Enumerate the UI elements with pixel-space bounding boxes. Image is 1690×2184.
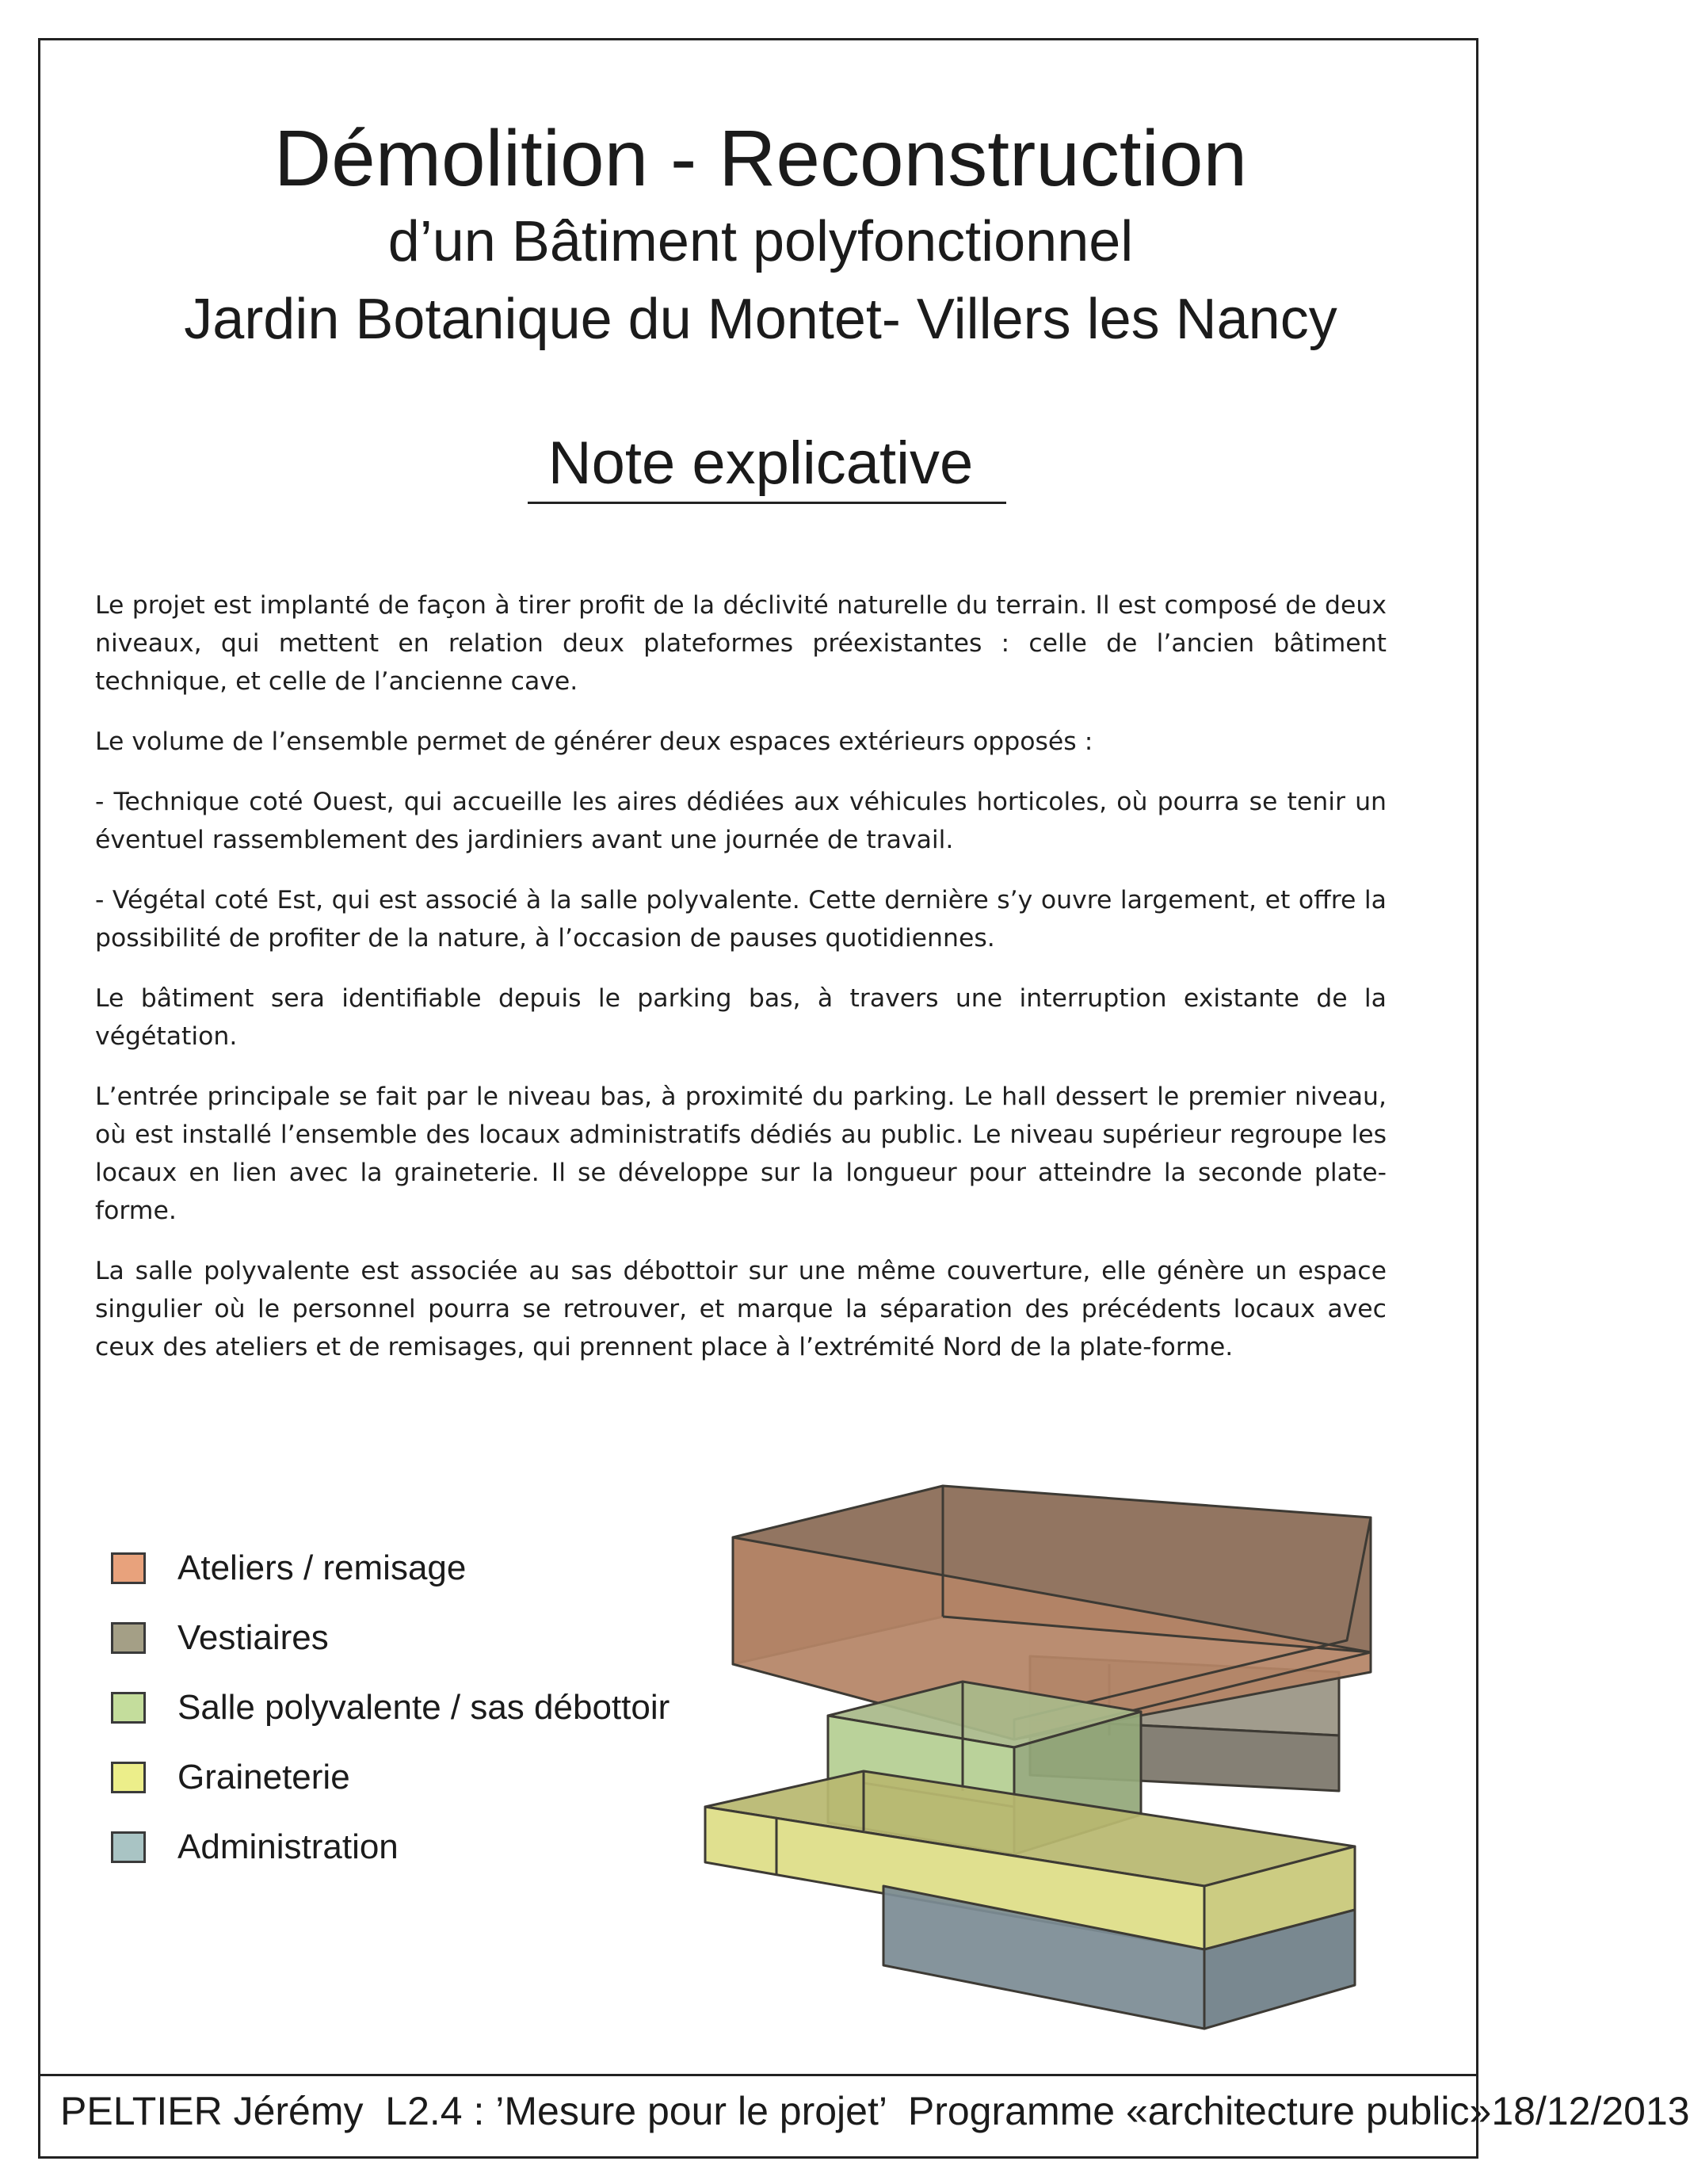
footer-date: 18/12/2013 xyxy=(1491,2089,1690,2133)
section-title: Note explicative xyxy=(547,430,974,497)
paragraph: L’entrée principale se fait par le niveau bas, à proximité du parking. Le hall dessert le premier niveau, où est installé l’ensemble des locaux administratifs dédiés au public. Le niveau supérieur regroupe les locaux en lien avec la graineterie. Il se développe sur la longueur pour atteindre la seconde plate-forme. xyxy=(95,1082,1387,1225)
legend-item-administration xyxy=(111,1812,729,1882)
paragraph: Le bâtiment sera identifiable depuis le parking bas, à travers une interruption existante de la végétation. xyxy=(95,984,1387,1051)
paragraph: La salle polyvalente est associée au sas débottoir sur une même couverture, elle génère un espace singulier où le personnel pourra se retrouver, et marque la séparation des précédents locaux avec ceux des ateliers et de remisages, qui prennent place à l’extrémité Nord de la plate-forme. xyxy=(95,1257,1387,1361)
section-title-underline xyxy=(528,502,1006,504)
page-title: Démolition - Reconstruction xyxy=(273,114,1248,203)
legend-swatch-graineterie xyxy=(111,1762,146,1793)
legend-swatch-salle-polyvalente xyxy=(111,1692,146,1724)
building-volume-diagram xyxy=(697,1474,1442,2045)
legend-label: Salle polyvalente / sas débottoir xyxy=(177,1688,670,1727)
paragraph: Le projet est implanté de façon à tirer profit de la déclivité naturelle du terrain. Il est composé de deux niveaux, qui mettent en relation deux plateformes préexistantes : celle de l’ancien bâtiment technique, et celle de l’ancienne cave. xyxy=(95,591,1387,696)
legend-item-graineterie xyxy=(111,1743,729,1812)
paragraph: - Technique coté Ouest, qui accueille les aires dédiées aux véhicules horticoles, où pourra se tenir un éventuel rassemblement des jardiniers avant une journée de travail. xyxy=(95,788,1387,854)
paragraph: Le volume de l’ensemble permet de générer deux espaces extérieurs opposés : xyxy=(95,727,1093,756)
color-legend xyxy=(111,1533,729,1882)
page-subtitle-location: Jardin Botanique du Montet- Villers les Nancy xyxy=(184,288,1337,351)
footer-author-course: PELTIER Jérémy L2.4 : ’Mesure pour le projet’ Programme «architecture public» xyxy=(60,2089,1492,2133)
footer-divider xyxy=(38,2074,1478,2076)
legend-label: Administration xyxy=(177,1827,399,1866)
legend-label: Vestiaires xyxy=(177,1618,329,1657)
legend-label: Graineterie xyxy=(177,1758,350,1796)
explanatory-text xyxy=(95,586,1387,1388)
footer xyxy=(60,2086,1690,2136)
legend-item-ateliers xyxy=(111,1533,729,1603)
legend-item-vestiaires xyxy=(111,1603,729,1673)
legend-swatch-administration xyxy=(111,1831,146,1863)
legend-item-salle-polyvalente xyxy=(111,1673,729,1743)
legend-swatch-vestiaires xyxy=(111,1622,146,1654)
paragraph: - Végétal coté Est, qui est associé à la salle polyvalente. Cette dernière s’y ouvre largement, et offre la possibilité de profiter de la nature, à l’occasion de pauses quotidiennes. xyxy=(95,886,1387,953)
page-subtitle-building: d’un Bâtiment polyfonctionnel xyxy=(387,210,1134,273)
legend-swatch-ateliers xyxy=(111,1552,146,1584)
legend-label: Ateliers / remisage xyxy=(177,1548,467,1587)
